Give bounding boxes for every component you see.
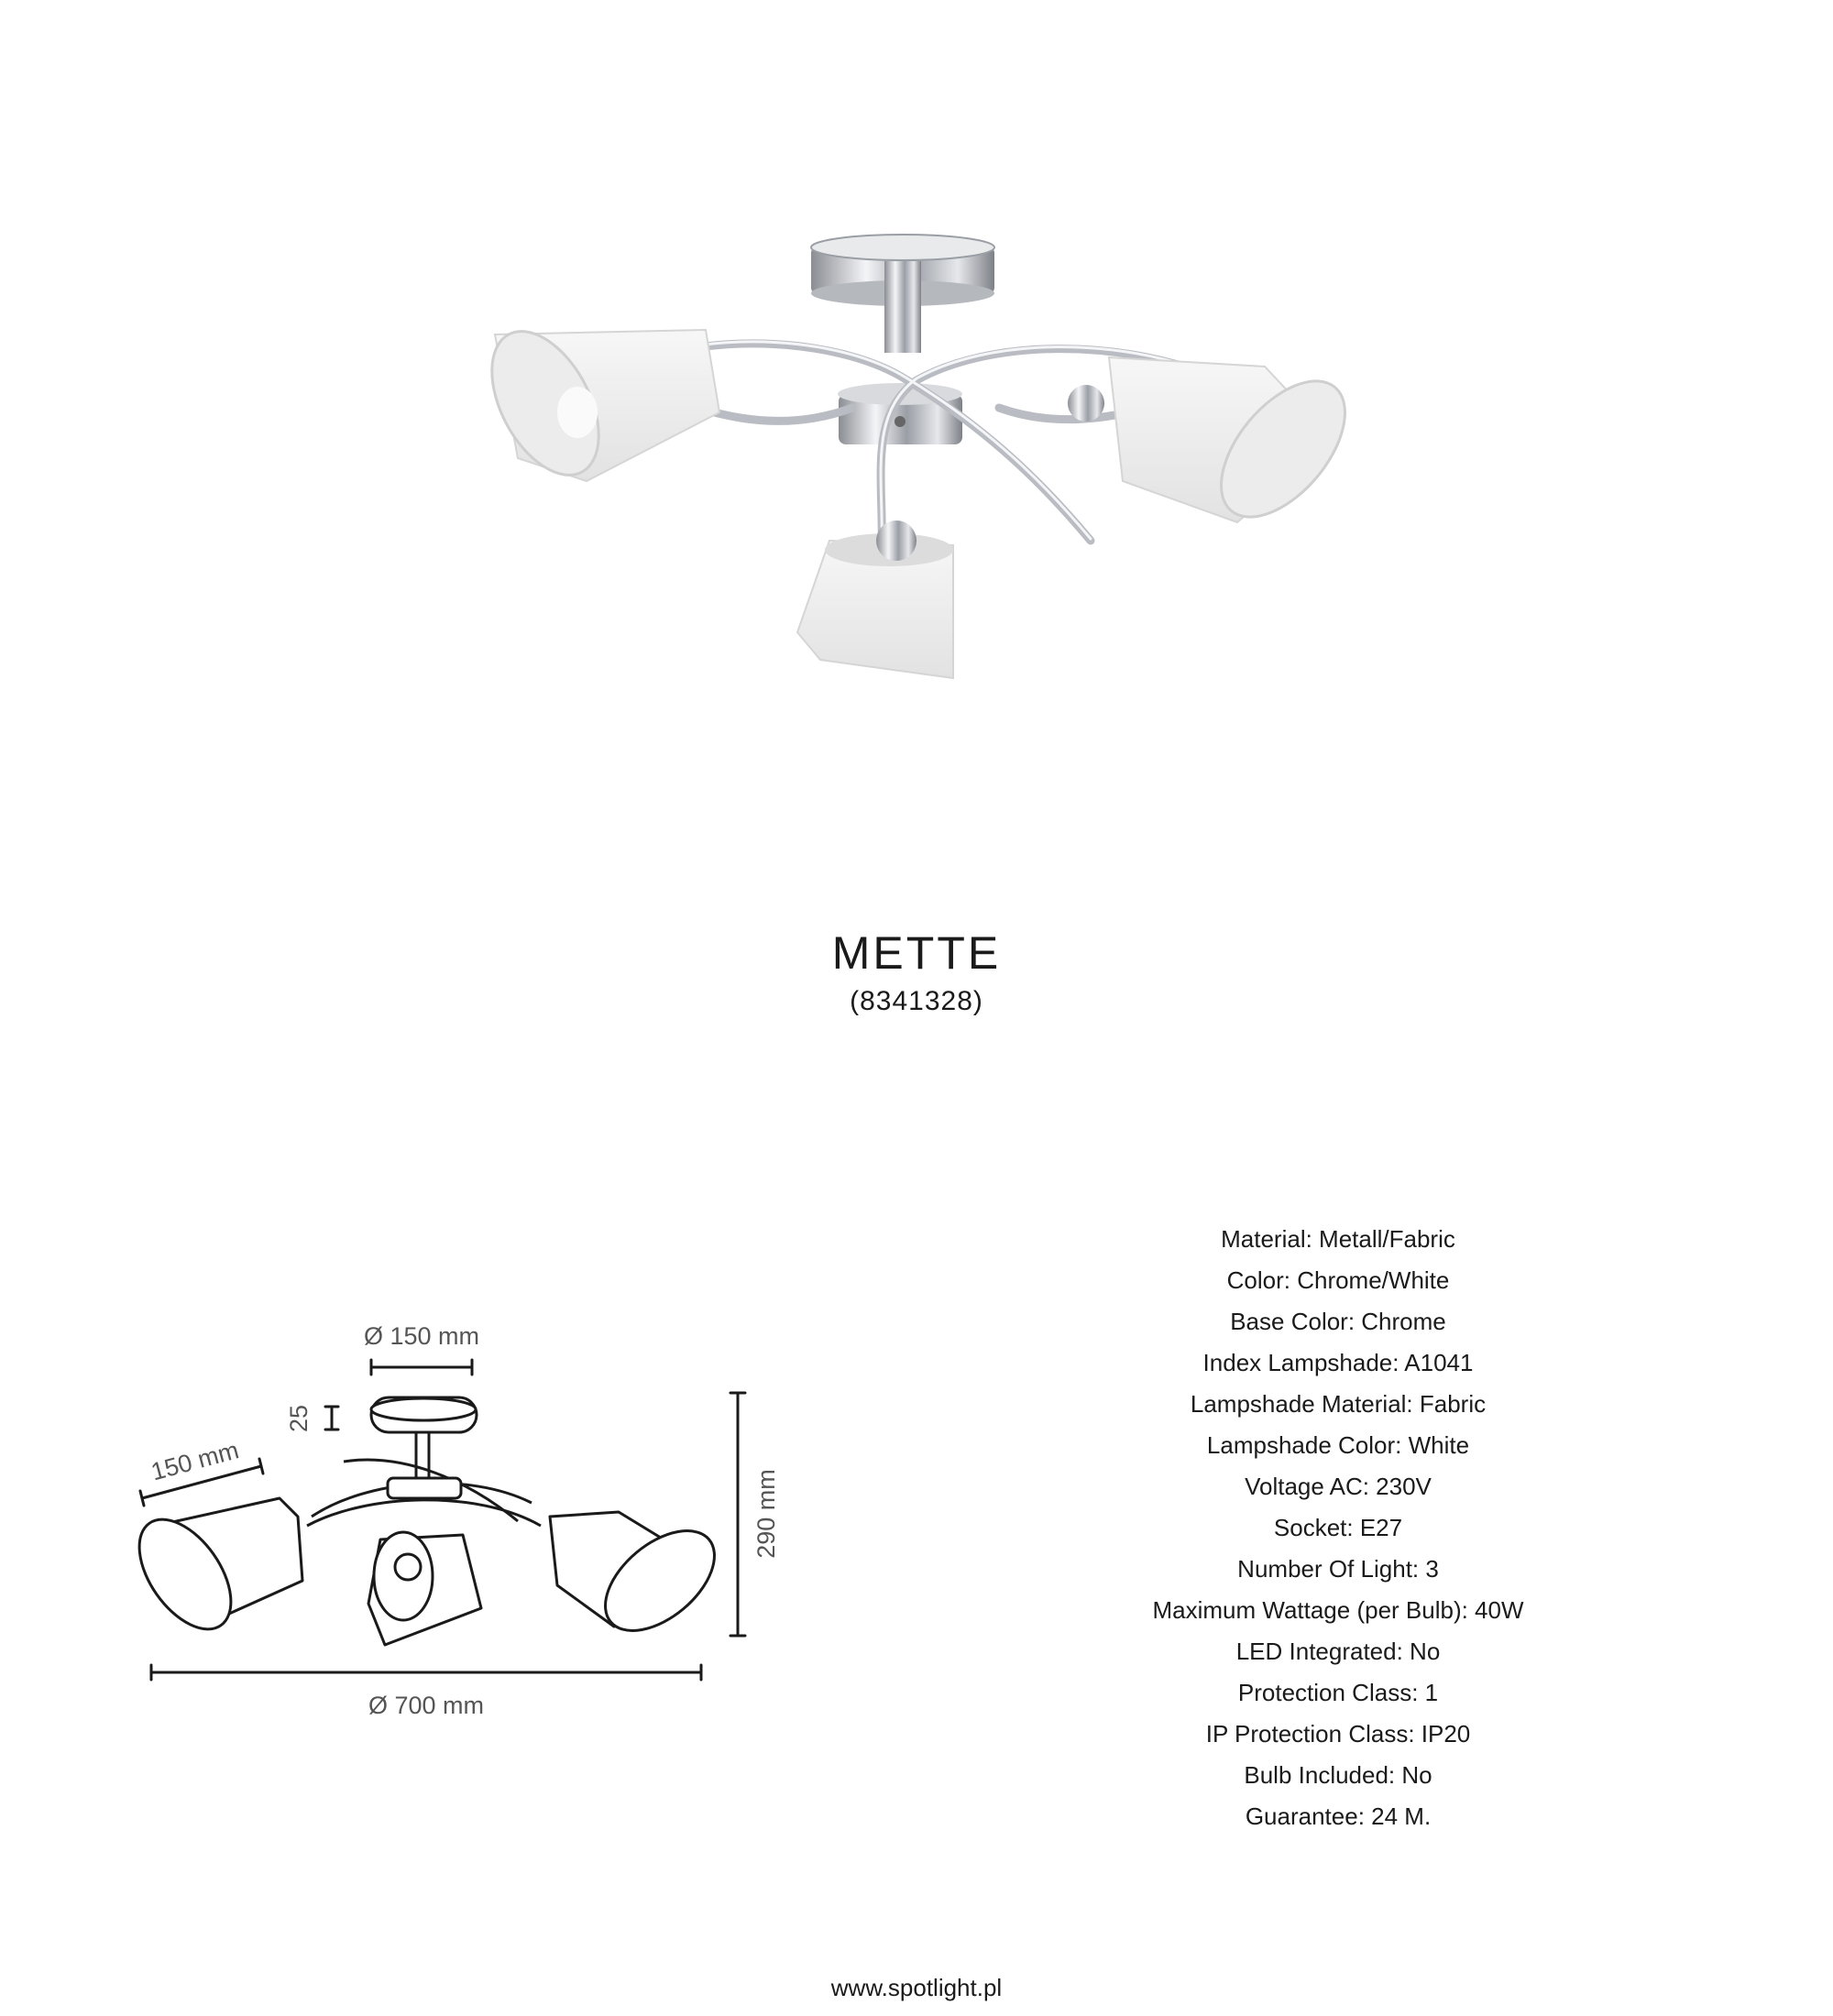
left-lampshade <box>477 313 719 492</box>
product-name: METTE <box>831 927 1002 979</box>
spec-index-lampshade: Index Lampshade: A1041 <box>1202 1349 1474 1376</box>
lamp-outline <box>128 1397 732 1650</box>
website-link[interactable]: www.spotlight.pl <box>830 1974 1003 2001</box>
spec-base-color: Base Color: Chrome <box>1230 1308 1446 1335</box>
base-height-label: 25 <box>285 1404 313 1433</box>
shade-length-label: 150 mm <box>148 1436 242 1486</box>
canopy <box>811 235 994 353</box>
spec-guarantee: Guarantee: 24 M. <box>1245 1802 1432 1830</box>
spec-lampshade-color: Lampshade Color: White <box>1206 1431 1470 1459</box>
spec-lampshade-material: Lampshade Material: Fabric <box>1190 1390 1487 1418</box>
base-diameter-label: Ø 150 mm <box>363 1322 480 1350</box>
center-lampshade <box>797 520 953 678</box>
spec-max-wattage: Maximum Wattage (per Bulb): 40W <box>1152 1596 1524 1624</box>
spec-voltage: Voltage AC: 230V <box>1245 1473 1432 1500</box>
dimension-diagram <box>128 1301 807 1732</box>
spec-protection-class: Protection Class: 1 <box>1237 1679 1439 1706</box>
spec-number-of-lights: Number Of Light: 3 <box>1237 1555 1439 1583</box>
total-diameter-label: Ø 700 mm <box>368 1692 485 1719</box>
product-code: (8341328) <box>850 986 983 1016</box>
spec-list <box>990 1219 1686 1837</box>
product-photo <box>477 220 1356 696</box>
spec-led-integrated: LED Integrated: No <box>1235 1638 1441 1665</box>
spec-material: Material: Metall/Fabric <box>1221 1225 1455 1253</box>
spec-socket: Socket: E27 <box>1273 1514 1403 1541</box>
spec-color: Color: Chrome/White <box>1226 1266 1450 1294</box>
height-label: 290 mm <box>752 1469 780 1559</box>
spec-ip-class: IP Protection Class: IP20 <box>1205 1720 1471 1748</box>
spec-bulb-included: Bulb Included: No <box>1244 1761 1432 1789</box>
right-lampshade <box>1068 357 1356 539</box>
